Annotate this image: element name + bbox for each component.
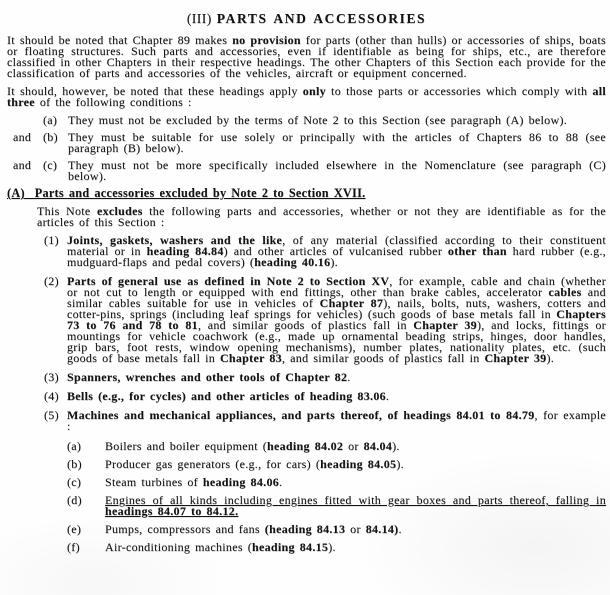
subitem-text: Engines of all kinds including engines fitted with gear boxes and parts thereof, falling in headings 84.07 to 84.12. — [105, 493, 606, 518]
item-text: Joints, gaskets, washers and the like, of any material (classified according to their constituent material or in heading 84.84) and other articles of vulcanised rubber other than hard rubber (e.g., mudguard-flaps and pedal covers) (heading 40.16). — [67, 233, 606, 269]
excluded-item-4 — [7, 391, 606, 402]
excluded-item-3 — [7, 372, 606, 383]
item-text: Parts of general use as defined in Note 2 to Section XV, for example, cable and chain (whether or not cut to length or equipped with end fittings, other than brake cables, accelerator cables and similar cables suitable for use in vehicles of Chapter 87), nails, bolts, nuts, washers, cotters and cotter-pins, springs (including leaf springs for vehicles) (such goods of base metals fall in Chapters 73 to 76 and 78 to 81, and similar goods of plastics fall in Chapter 39), and locks, fittings or mountings for vehicle coachwork (e.g., made up ornamental beading strips, hinges, door handles, grip bars, foot rests, window opening mechanisms), number plates, nationality plates, etc. (such goods of base metals fall in Chapter 83, and similar goods of plastics fall in Chapter 39). — [67, 274, 607, 365]
section-a-intro-paragraph: This Note excludes the following parts and accessories, whether or not they are identifiable as for the articles of this Section : — [37, 204, 606, 229]
excluded-item-2 — [7, 276, 606, 364]
condition-text: They must be suitable for use solely or principally with the articles of Chapters 86 to 88 (see paragraph (B) below). — [68, 130, 606, 155]
subitem-label: (c) — [67, 475, 82, 489]
excluded-item-1 — [7, 235, 606, 268]
item-label: (1) — [44, 233, 59, 247]
condition-row-b — [7, 132, 606, 154]
item-label: (5) — [44, 408, 59, 422]
condition-text: They must not be more specifically included elsewhere in the Nomenclature (see paragraph (C) below). — [68, 158, 606, 183]
condition-row-a — [7, 115, 606, 126]
para-chapter-89-no-provision: It should be noted that Chapter 89 makes no provision for parts (other than hulls) or accessories of ships, boats or floating structures. Such parts and accessories, even if identifiable as being for ships, etc., are therefore classified in other Chapters in their respective headings. The other Chapters of this Section each provide for the classification of parts and accessories of the vehicles, aircraft or equipment concerned. — [7, 33, 606, 80]
subitem-label: (a) — [67, 439, 82, 453]
doc-title-text: PARTS AND ACCESSORIES — [216, 11, 427, 26]
excluded-item-5 — [7, 410, 606, 560]
condition-label: (b) — [43, 130, 58, 144]
para-three-conditions-intro: It should, however, be noted that these headings apply only to those parts or accessories which comply with all three of the following conditions : — [7, 84, 606, 109]
subitem-text: Air-conditioning machines (heading 84.15). — [105, 540, 336, 554]
subitem-b — [67, 459, 606, 470]
subitem-f — [67, 542, 606, 553]
condition-label: (c) — [43, 158, 58, 172]
doc-title — [7, 12, 606, 26]
subitem-text: Steam turbines of heading 84.06. — [105, 475, 283, 489]
condition-conjunction: and — [13, 130, 32, 144]
condition-conjunction: and — [13, 158, 32, 172]
item-text: Spanners, wrenches and other tools of Chapter 82. — [67, 370, 351, 384]
subitem-label: (f) — [67, 540, 80, 554]
item-5-sublist — [67, 441, 606, 553]
subitem-d — [67, 495, 606, 517]
item-label: (2) — [44, 274, 59, 288]
subitem-text: Producer gas generators (e.g., for cars) (heading 84.05). — [105, 457, 404, 471]
item-text — [67, 410, 606, 560]
subitem-label: (e) — [67, 522, 82, 536]
item-text: Bells (e.g., for cycles) and other articles of heading 83.06. — [67, 389, 390, 403]
subitem-c — [67, 477, 606, 488]
subitem-text: Boilers and boiler equipment (heading 84.02 or 84.04). — [105, 439, 400, 453]
condition-row-c — [7, 160, 606, 182]
subitem-e — [67, 524, 606, 535]
item-5-heading-text: Machines and mechanical appliances, and parts thereof, of headings 84.01 to 84.79, for example : — [67, 408, 606, 433]
condition-text: They must not be excluded by the terms of Note 2 to this Section (see paragraph (A) below). — [68, 113, 568, 127]
doc-title-number: (III) — [186, 11, 212, 26]
item-label: (3) — [44, 370, 59, 384]
item-label: (4) — [44, 389, 59, 403]
condition-conjunction — [7, 115, 43, 126]
subitem-text: Pumps, compressors and fans (heading 84.13 or 84.14). — [105, 522, 402, 536]
subitem-label: (d) — [67, 493, 82, 507]
subitem-a — [67, 441, 606, 452]
subitem-label: (b) — [67, 457, 82, 471]
section-a-heading: (A) Parts and accessories excluded by Note 2 to Section XVII. — [7, 186, 366, 200]
condition-label: (a) — [43, 113, 58, 127]
